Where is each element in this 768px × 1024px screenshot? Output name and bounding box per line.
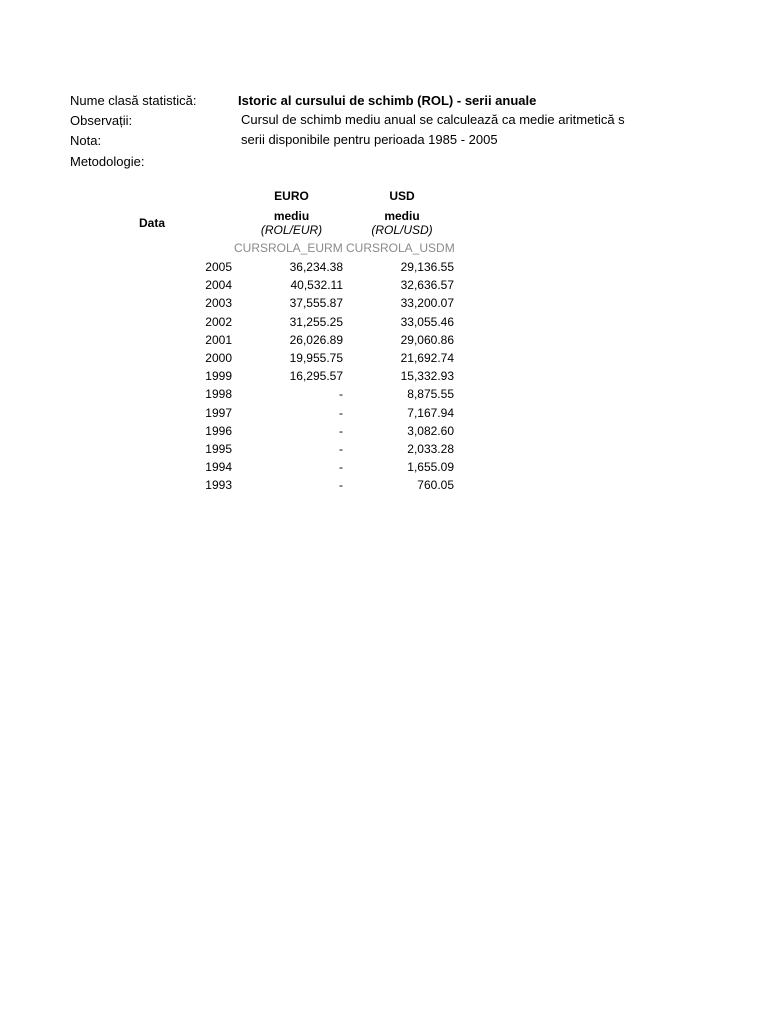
usd-value-cell: 760.05	[417, 478, 454, 493]
eur-value-cell: 19,955.75	[289, 350, 343, 365]
usd-value-cell: 2,033.28	[407, 441, 454, 456]
note-text: serii disponibile pentru perioada 1985 - 2005	[241, 132, 498, 147]
note-label: Nota:	[70, 133, 102, 148]
data-table-body	[0, 258, 768, 494]
eur-value-cell: -	[339, 423, 343, 438]
eur-value-cell: 26,026.89	[289, 332, 343, 347]
usd-value-cell: 29,060.86	[400, 332, 454, 347]
usd-value-cell: 8,875.55	[407, 387, 454, 402]
year-cell: 1993	[205, 478, 232, 493]
table-row	[0, 458, 768, 476]
table-row	[0, 422, 768, 440]
year-cell: 1996	[205, 423, 232, 438]
table-row	[0, 367, 768, 385]
usd-value-cell: 3,082.60	[407, 423, 454, 438]
year-cell: 1999	[205, 369, 232, 384]
methodology-label: Metodologie:	[70, 154, 145, 169]
eur-value-cell: 16,295.57	[289, 369, 343, 384]
eur-code-header: CURSROLA_EURM	[234, 241, 343, 255]
dataset-title: Istoric al cursului de schimb (ROL) - serii anuale	[238, 93, 537, 108]
table-row	[0, 276, 768, 294]
table-row	[0, 313, 768, 331]
usd-value-cell: 21,692.74	[400, 350, 454, 365]
eur-value-cell: 37,555.87	[289, 296, 343, 311]
year-cell: 2003	[205, 296, 232, 311]
usd-value-cell: 15,332.93	[400, 369, 454, 384]
year-cell: 2005	[205, 260, 232, 274]
eur-value-cell: -	[339, 478, 343, 493]
usd-kind-header: mediu	[384, 209, 420, 223]
table-row	[0, 331, 768, 349]
table-row	[0, 440, 768, 458]
eur-value-cell: 31,255.25	[289, 314, 343, 329]
eur-value-cell: -	[339, 405, 343, 420]
usd-value-cell: 7,167.94	[407, 405, 454, 420]
name-label: Nume clasă statistică:	[70, 93, 197, 108]
year-cell: 2000	[205, 350, 232, 365]
table-row	[0, 404, 768, 422]
year-cell: 2002	[205, 314, 232, 329]
eur-value-cell: -	[339, 441, 343, 456]
year-cell: 2004	[205, 278, 232, 293]
table-row	[0, 476, 768, 494]
observations-text: Cursul de schimb mediu anual se calculează ca medie aritmetică s	[241, 112, 625, 127]
eur-value-cell: 40,532.11	[290, 278, 343, 293]
table-row	[0, 385, 768, 403]
eur-value-cell: -	[339, 387, 343, 402]
table-row	[0, 258, 768, 276]
eur-currency-header: EURO	[274, 189, 309, 203]
usd-code-header: CURSROLA_USDM	[346, 241, 455, 255]
eur-value-cell: -	[339, 460, 343, 475]
usd-value-cell: 29,136.55	[400, 260, 454, 274]
year-cell: 2001	[205, 332, 232, 347]
usd-currency-header: USD	[389, 189, 415, 203]
eur-unit-header: (ROL/EUR)	[260, 223, 323, 237]
table-row	[0, 349, 768, 367]
usd-value-cell: 33,200.07	[400, 296, 454, 311]
year-cell: 1995	[205, 441, 232, 456]
observations-label: Observații:	[70, 113, 133, 128]
year-cell: 1997	[205, 405, 232, 420]
year-cell: 1994	[205, 460, 232, 475]
year-cell: 1998	[205, 387, 232, 402]
usd-value-cell: 1,655.09	[407, 460, 454, 475]
usd-value-cell: 32,636.57	[400, 278, 454, 293]
eur-kind-header: mediu	[273, 209, 310, 223]
eur-value-cell: 36,234.38	[289, 260, 343, 274]
usd-value-cell: 33,055.46	[400, 314, 454, 329]
date-column-header: Data	[138, 216, 165, 230]
table-row	[0, 294, 768, 312]
usd-unit-header: (ROL/USD)	[371, 223, 433, 237]
